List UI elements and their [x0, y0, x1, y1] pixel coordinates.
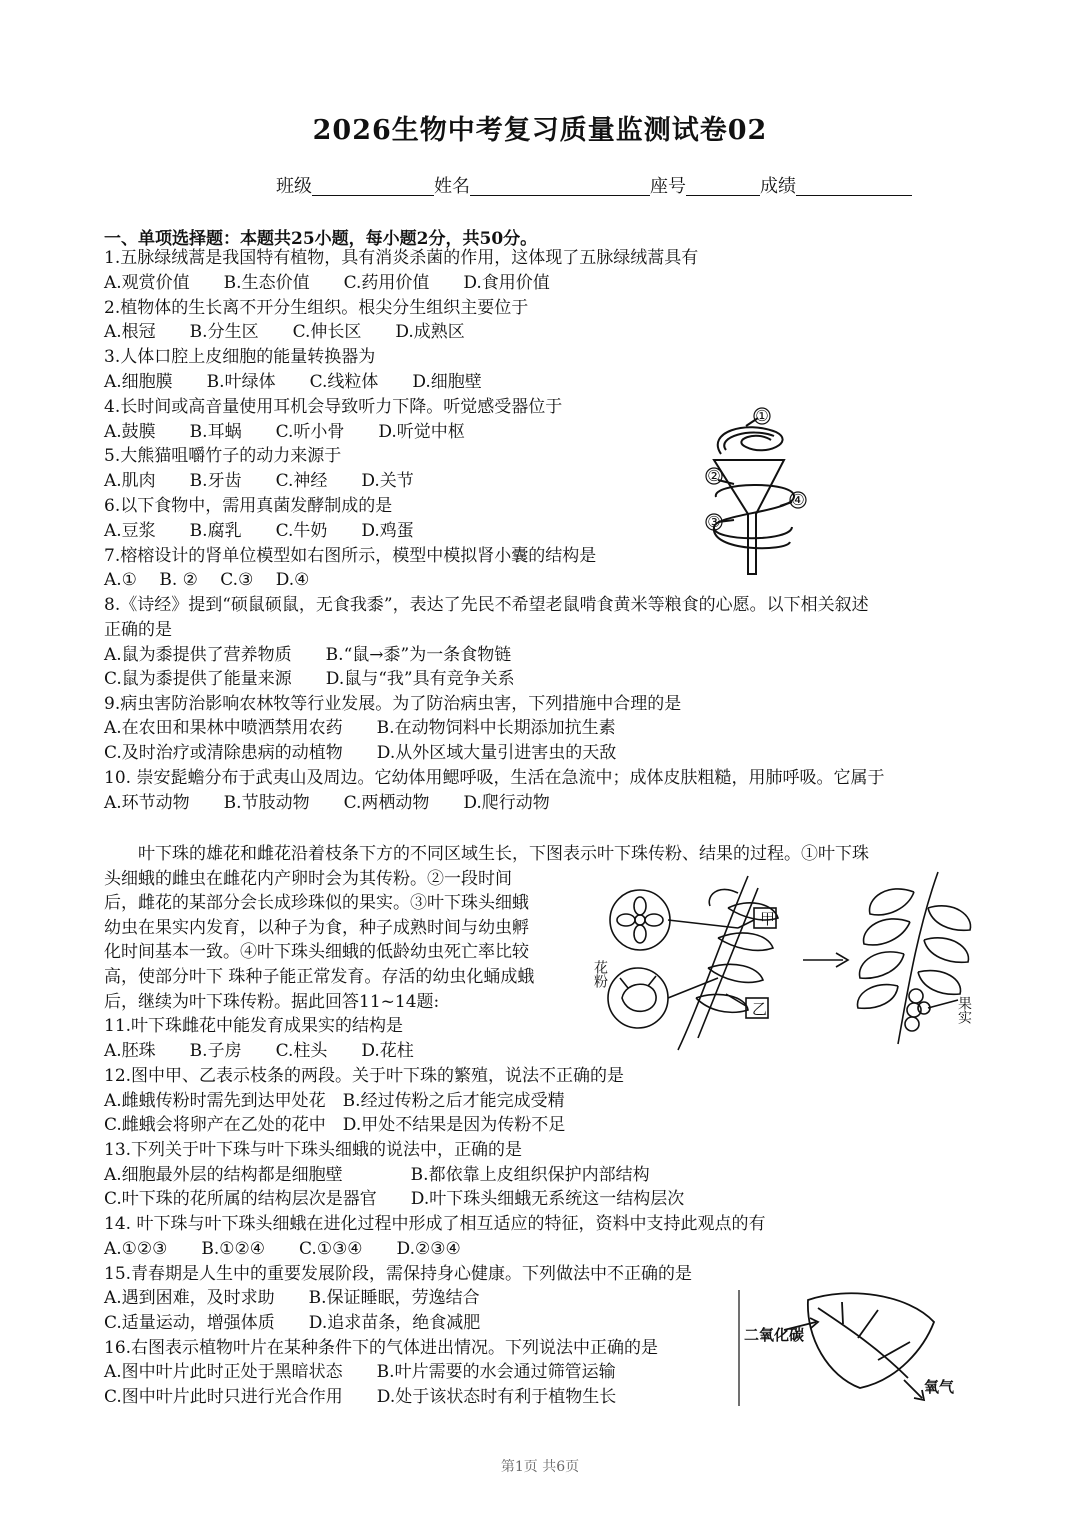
seat-label: 座号	[650, 176, 686, 197]
label-fruit: 果实	[956, 996, 972, 1024]
option-line: A.雌蛾传粉时需先到达甲处花 B.经过传粉之后才能完成受精	[104, 1091, 565, 1111]
phyllanthus-figure	[592, 868, 990, 1052]
class-field[interactable]	[312, 177, 434, 196]
question-line: 13.下列关于叶下珠与叶下珠头细蛾的说法中，正确的是	[104, 1140, 523, 1160]
question-line: 4.长时间或高音量使用耳机会导致听力下降。听觉感受器位于	[104, 397, 563, 417]
label-jia: 甲	[760, 910, 776, 928]
seat-field[interactable]	[686, 177, 760, 196]
page-title: 2026生物中考复习质量监测试卷02	[312, 115, 768, 146]
question-line: 正确的是	[104, 620, 172, 640]
question-line: 3.人体口腔上皮细胞的能量转换器为	[104, 347, 376, 367]
option-line: C.雌蛾会将卵产在乙处的花中 D.甲处不结果是因为传粉不足	[104, 1115, 566, 1135]
passage-line: 后，雌花的某部分会长成珍珠似的果实。③叶下珠头细蛾	[104, 893, 529, 913]
option-line: A.细胞最外层的结构都是细胞壁 B.都依靠上皮组织保护内部结构	[104, 1165, 650, 1185]
option-line: C.鼠为黍提供了能量来源 D.鼠与“我”具有竞争关系	[104, 669, 515, 689]
option-line: A.鼓膜 B.耳蜗 C.听小骨 D.听觉中枢	[104, 422, 465, 442]
question-line: 14. 叶下珠与叶下珠头细蛾在进化过程中形成了相互适应的特征，资料中支持此观点的有	[104, 1214, 766, 1234]
kidney-label-1: ①	[755, 407, 769, 425]
question-line: 1.五脉绿绒蒿是我国特有植物，具有消炎杀菌的作用，这体现了五脉绿绒蒿具有	[104, 248, 699, 268]
label-pollen: 花粉	[592, 960, 608, 988]
option-line: A.观赏价值 B.生态价值 C.药用价值 D.食用价值	[104, 273, 550, 293]
passage-line: 高，使部分叶下 珠种子能正常发育。存活的幼虫化蛹成蛾	[104, 967, 535, 987]
option-line: C.图中叶片此时只进行光合作用 D.处于该状态时有利于植物生长	[104, 1387, 617, 1407]
passage-line: 叶下珠的雄花和雌花沿着枝条下方的不同区域生长，下图表示叶下珠传粉、结果的过程。①叶下珠	[104, 844, 869, 864]
leaf-gas-figure	[738, 1288, 968, 1408]
option-line: C.适量运动，增强体质 D.追求苗条，绝食减肥	[104, 1313, 481, 1333]
question-line: 8.《诗经》提到“硕鼠硕鼠，无食我黍”，表达了先民不希望老鼠啃食黄米等粮食的心愿。以下相关叙述	[104, 595, 869, 615]
option-line: A.鼠为黍提供了营养物质 B.“鼠→黍”为一条食物链	[104, 645, 512, 665]
option-line: A.胚珠 B.子房 C.柱头 D.花柱	[104, 1041, 414, 1061]
question-line: 6.以下食物中，需用真菌发酵制成的是	[104, 496, 393, 516]
option-line: C.叶下珠的花所属的结构层次是器官 D.叶下珠头细蛾无系统这一结构层次	[104, 1189, 685, 1209]
page-footer: 第1页 共6页	[500, 1459, 580, 1475]
label-o2: 氧气	[924, 1378, 955, 1396]
option-line: A.图中叶片此时正处于黑暗状态 B.叶片需要的水会通过筛管运输	[104, 1362, 616, 1382]
section-heading: 一、单项选择题：本题共25小题，每小题2分，共50分。	[104, 229, 538, 249]
option-line: A.细胞膜 B.叶绿体 C.线粒体 D.细胞壁	[104, 372, 482, 392]
kidney-label-2: ②	[707, 467, 721, 485]
question-line: 11.叶下珠雌花中能发育成果实的结构是	[104, 1016, 404, 1036]
option-line: A.豆浆 B.腐乳 C.牛奶 D.鸡蛋	[104, 521, 414, 541]
label-co2: 二氧化碳	[744, 1326, 805, 1344]
question-line: 7.榕榕设计的肾单位模型如右图所示，模型中模拟肾小囊的结构是	[104, 546, 597, 566]
passage-line: 头细蛾的雌虫在雌花内产卵时会为其传粉。②一段时间	[104, 869, 512, 889]
name-field[interactable]	[470, 177, 650, 196]
question-line: 5.大熊猫咀嚼竹子的动力来源于	[104, 446, 342, 466]
question-line: 15.青春期是人生中的重要发展阶段，需保持身心健康。下列做法中不正确的是	[104, 1264, 693, 1284]
question-line: 16.右图表示植物叶片在某种条件下的气体进出情况。下列说法中正确的是	[104, 1338, 659, 1358]
kidney-label-4: ④	[791, 491, 805, 509]
option-line: A.肌肉 B.牙齿 C.神经 D.关节	[104, 471, 414, 491]
score-field[interactable]	[796, 177, 912, 196]
kidney-model-figure	[686, 402, 826, 582]
passage-line: 幼虫在果实内发育，以种子为食，种子成熟时间与幼虫孵	[104, 918, 529, 938]
option-line: A.在农田和果林中喷洒禁用农药 B.在动物饲料中长期添加抗生素	[104, 718, 616, 738]
passage-line: 化时间基本一致。④叶下珠头细蛾的低龄幼虫死亡率比较	[104, 942, 529, 962]
score-label: 成绩	[760, 176, 796, 197]
question-line: 10. 崇安髭蟾分布于武夷山及周边。它幼体用鳃呼吸，生活在急流中；成体皮肤粗糙，用肺呼吸。它属于	[104, 768, 885, 788]
class-label: 班级	[276, 176, 312, 197]
question-line: 12.图中甲、乙表示枝条的两段。关于叶下珠的繁殖，说法不正确的是	[104, 1066, 625, 1086]
option-line: A.①②③ B.①②④ C.①③④ D.②③④	[104, 1239, 461, 1259]
option-line: A.根冠 B.分生区 C.伸长区 D.成熟区	[104, 322, 465, 342]
passage-line: 后，继续为叶下珠传粉。据此回答11~14题:	[104, 992, 440, 1012]
question-line: 2.植物体的生长离不开分生组织。根尖分生组织主要位于	[104, 298, 529, 318]
option-line: A.遇到困难，及时求助 B.保证睡眠，劳逸结合	[104, 1288, 480, 1308]
label-yi: 乙	[752, 1000, 768, 1018]
option-line: A.① B. ② C.③ D.④	[104, 570, 310, 590]
kidney-label-3: ③	[707, 513, 721, 531]
student-info-row	[276, 172, 912, 198]
name-label: 姓名	[434, 176, 470, 197]
option-line: A.环节动物 B.节肢动物 C.两栖动物 D.爬行动物	[104, 793, 550, 813]
option-line: C.及时治疗或清除患病的动植物 D.从外区域大量引进害虫的天敌	[104, 743, 617, 763]
question-line: 9.病虫害防治影响农林牧等行业发展。为了防治病虫害，下列措施中合理的是	[104, 694, 682, 714]
